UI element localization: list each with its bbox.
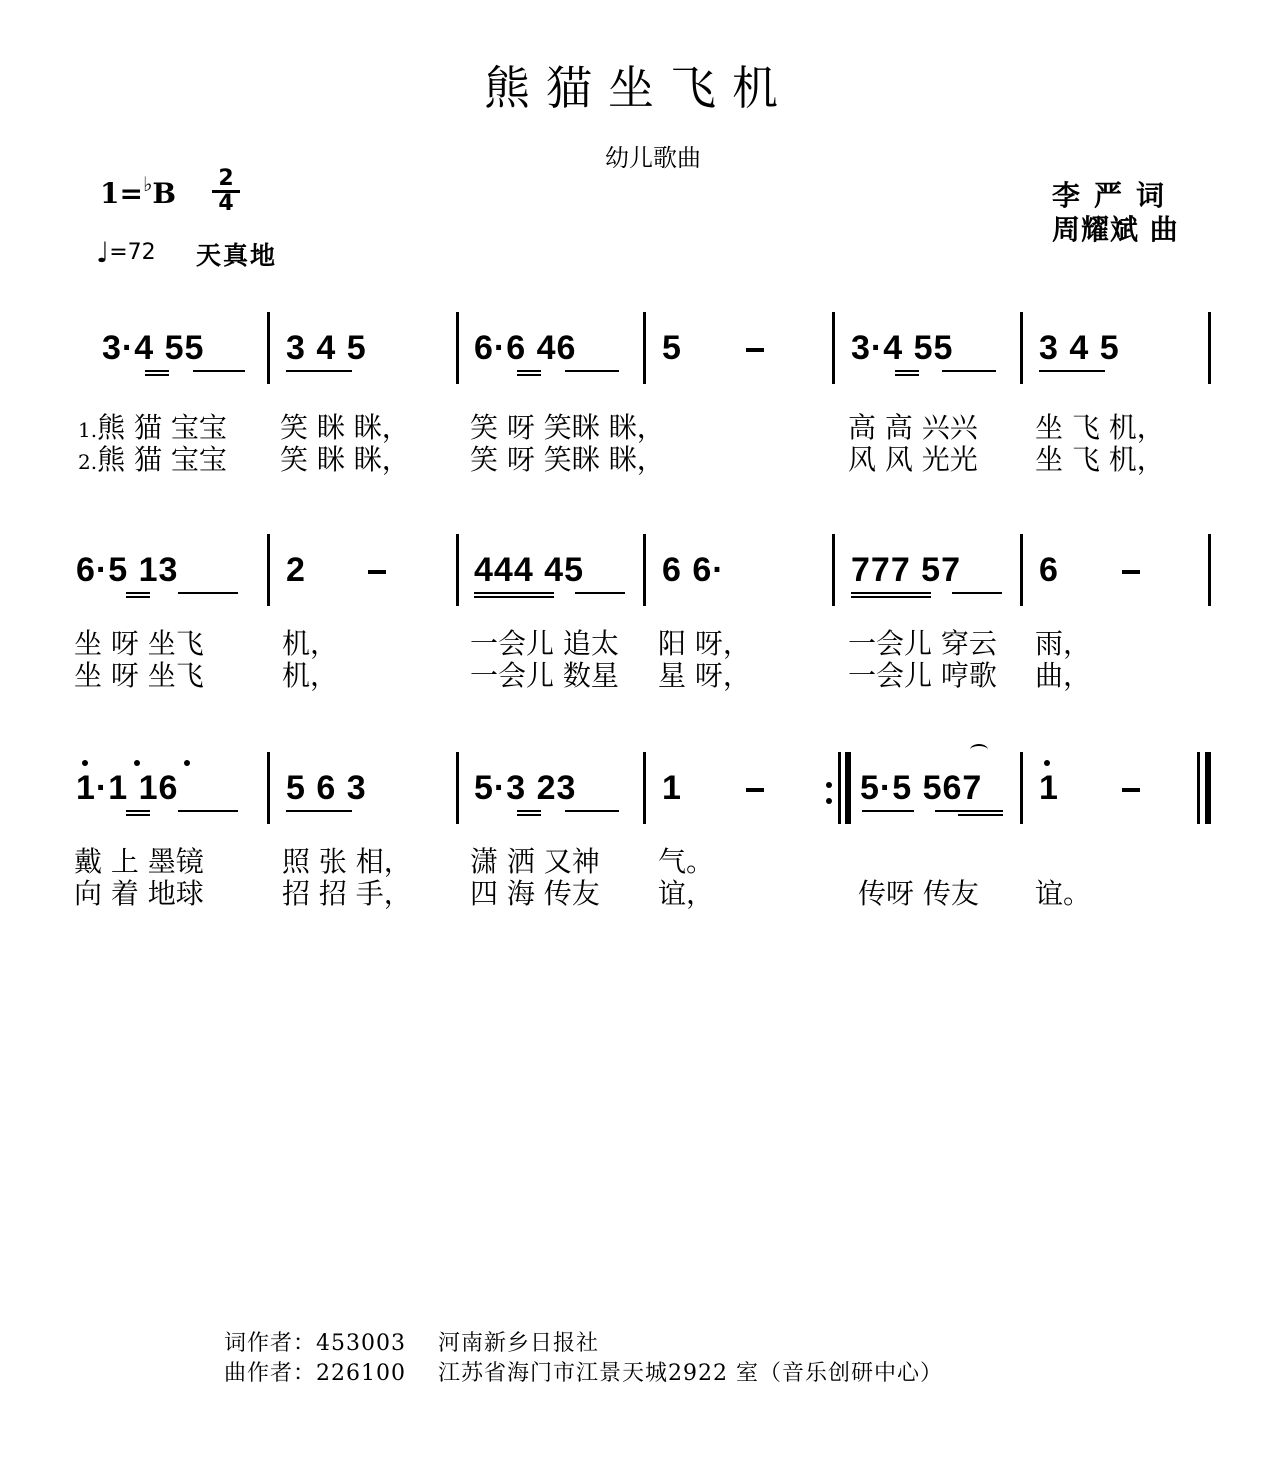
lyric-segment: 机，	[282, 659, 339, 692]
high-octave-dot	[1044, 760, 1050, 766]
underline	[517, 810, 541, 812]
expression-marking: 天真地	[196, 241, 278, 270]
measure-2: 3 4 5	[286, 329, 367, 367]
song-title: 熊猫坐飞机	[484, 61, 794, 115]
underline	[895, 370, 919, 372]
barline	[838, 752, 841, 824]
measure-10: 6 6·	[662, 551, 725, 589]
lyric-line-1: 1.熊 猫 宝宝	[78, 411, 227, 444]
lyric-segment: 谊，	[658, 877, 715, 910]
extension-dash	[368, 570, 386, 574]
measure-16: 1	[662, 769, 682, 807]
lyricist-credit: 李严词	[1052, 179, 1179, 212]
lyric-segment: 星 呀，	[658, 659, 751, 692]
underline	[286, 370, 352, 372]
lyric-segment: 向 着 地球	[74, 877, 204, 910]
tempo-marking: ♩=72	[96, 236, 156, 269]
measure-12: 6	[1039, 551, 1059, 589]
lyric-segment: 高 高 兴兴	[848, 411, 978, 444]
extension-dash	[1122, 788, 1140, 792]
repeat-dot	[826, 782, 832, 788]
lyric-segment: 潇 洒 又神	[470, 845, 600, 878]
barline	[1208, 312, 1211, 384]
lyric-segment: 坐 呀 坐飞	[74, 659, 204, 692]
lyric-segment: 机，	[282, 627, 339, 660]
measure-7: 6·5 13	[76, 551, 179, 589]
measure-8: 2	[286, 551, 306, 589]
lyric-segment: 谊。	[1035, 877, 1092, 910]
lyric-segment: 戴 上 墨镜	[74, 845, 204, 878]
measure-13: 1·1 16	[76, 769, 179, 807]
barline	[456, 312, 459, 384]
underline	[1039, 370, 1105, 372]
lyric-segment: 笑 呀 笑眯 眯，	[470, 411, 665, 444]
lyric-segment: 坐 飞 机，	[1035, 411, 1165, 444]
underline	[126, 814, 150, 816]
measure-14: 5 6 3	[286, 769, 367, 807]
lyric-segment: 曲，	[1035, 659, 1092, 692]
extension-dash	[746, 788, 764, 792]
underline	[178, 592, 238, 594]
underline	[895, 374, 919, 376]
barline	[267, 312, 270, 384]
lyric-segment: 阳 呀，	[658, 627, 751, 660]
measure-18: 1	[1039, 769, 1059, 807]
underline	[126, 596, 150, 598]
underline	[126, 592, 150, 594]
barline	[267, 752, 270, 824]
repeat-barline	[845, 752, 851, 824]
lyric-segment: 一会儿 追太	[470, 627, 619, 660]
measure-4: 5	[662, 329, 682, 367]
lyric-segment: 照 张 相，	[282, 845, 412, 878]
lyric-segment: 招 招 手，	[282, 877, 412, 910]
underline	[193, 370, 245, 372]
lyric-segment: 坐 呀 坐飞	[74, 627, 204, 660]
repeat-dot	[826, 798, 832, 804]
underline	[517, 374, 541, 376]
lyric-segment: 传呀 传友	[858, 877, 979, 910]
barline	[643, 312, 646, 384]
lyric-segment: 风 风 光光	[848, 443, 978, 476]
composer-address: 曲作者：226100 江苏省海门市江景天城2922 室（音乐创研中心）	[224, 1361, 943, 1386]
underline	[145, 374, 169, 376]
lyricist-address: 词作者：453003 河南新乡日报社	[224, 1331, 599, 1356]
lyric-segment: 一会儿 穿云	[848, 627, 997, 660]
underline	[851, 592, 931, 594]
measure-3: 6·6 46	[474, 329, 577, 367]
underline	[565, 810, 619, 812]
lyric-segment: 四 海 传友	[470, 877, 600, 910]
lyric-segment: 笑 眯 眯，	[280, 411, 410, 444]
time-signature	[212, 168, 240, 215]
lyric-line-2: 2.熊 猫 宝宝	[78, 443, 227, 476]
lyric-segment: 坐 飞 机，	[1035, 443, 1165, 476]
measure-15: 5·3 23	[474, 769, 577, 807]
underline	[145, 370, 169, 372]
barline	[832, 312, 835, 384]
quarter-note-icon: ♩	[96, 236, 110, 269]
underline	[565, 370, 619, 372]
measure-17: 5·5 567	[860, 769, 983, 807]
barline	[456, 534, 459, 606]
barline	[643, 534, 646, 606]
high-octave-dot	[134, 760, 140, 766]
key-signature: 1=♭B	[100, 172, 177, 210]
barline	[832, 534, 835, 606]
measure-9: 444 45	[474, 551, 584, 589]
final-barline	[1205, 752, 1211, 824]
meter-top: 2	[212, 168, 240, 193]
measure-6: 3 4 5	[1039, 329, 1120, 367]
lyric-segment: 笑 呀 笑眯 眯，	[470, 443, 665, 476]
composer-credit: 周耀斌 曲	[1052, 213, 1179, 246]
barline	[1208, 534, 1211, 606]
barline	[1197, 752, 1200, 824]
high-octave-dot	[82, 760, 88, 766]
fermata-icon	[970, 744, 988, 756]
barline	[643, 752, 646, 824]
lyric-segment: 一会儿 数星	[470, 659, 619, 692]
extension-dash	[1122, 570, 1140, 574]
underline	[935, 810, 1003, 812]
underline	[474, 596, 554, 598]
underline	[575, 592, 625, 594]
underline	[126, 810, 150, 812]
underline	[862, 810, 914, 812]
lyric-segment: 笑 眯 眯，	[280, 443, 410, 476]
high-octave-dot	[184, 760, 190, 766]
measure-5: 3·4 55	[851, 329, 954, 367]
flat-icon: ♭	[142, 172, 153, 196]
underline	[942, 370, 996, 372]
extension-dash	[746, 348, 764, 352]
lyric-segment: 雨，	[1035, 627, 1092, 660]
song-subtitle: 幼儿歌曲	[605, 144, 701, 172]
underline	[958, 814, 1003, 816]
barline	[1020, 752, 1023, 824]
meter-bottom: 4	[218, 191, 234, 216]
underline	[474, 592, 554, 594]
measure-1: 3·4 55	[102, 329, 205, 367]
underline	[517, 814, 541, 816]
underline	[286, 810, 352, 812]
measure-11: 777 57	[851, 551, 961, 589]
lyric-segment: 一会儿 哼歌	[848, 659, 997, 692]
underline	[517, 370, 541, 372]
barline	[267, 534, 270, 606]
underline	[952, 592, 1002, 594]
barline	[456, 752, 459, 824]
underline	[178, 810, 238, 812]
barline	[1020, 312, 1023, 384]
lyric-segment: 气。	[658, 845, 715, 878]
underline	[851, 596, 931, 598]
barline	[1020, 534, 1023, 606]
